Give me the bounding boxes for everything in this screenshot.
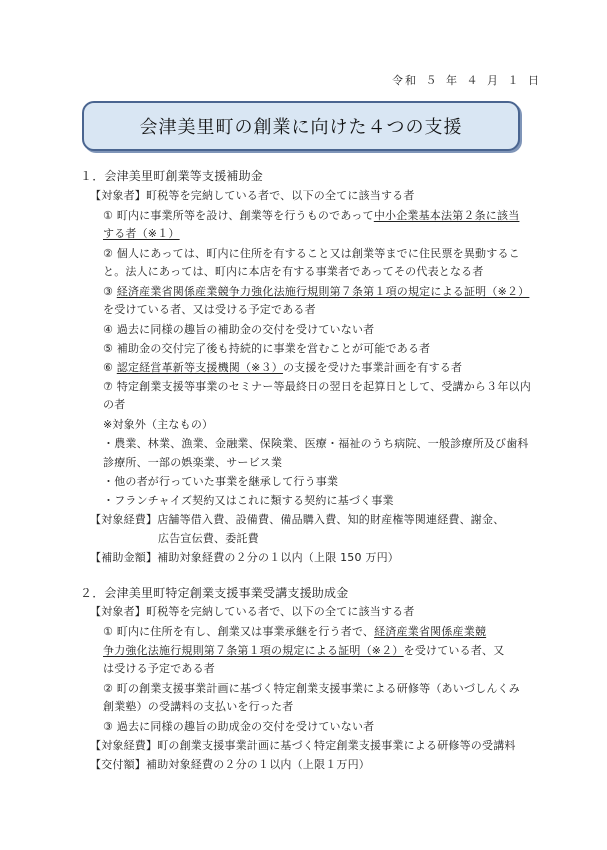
section2-item2-a: ② 町の創業支援事業計画に基づく特定創業支援事業による研修等（あいづしんくみ xyxy=(103,682,520,695)
section1-amount-label: 【補助金額】 xyxy=(90,551,158,564)
section2-target-text: 町税等を完納している者で、以下の全てに該当する者 xyxy=(146,605,415,618)
section2-item1-text-b: を受けている者、又 xyxy=(403,644,505,657)
document-date: 令和 ５ 年 ４ 月 １ 日 xyxy=(392,74,541,87)
section1-item7-a: ⑦ 特定創業支援等事業のセミナー等最終日の翌日を起算日として、受講から３年以内 xyxy=(103,380,531,393)
section2-target xyxy=(90,605,415,619)
section1-item4: ④ 過去に同様の趣旨の補助金の交付を受けていない者 xyxy=(103,323,375,336)
section1-item1-text: ① 町内に事業所等を設け、創業等を行うものであって xyxy=(103,209,374,222)
section2-amount xyxy=(90,758,370,772)
section1-target xyxy=(90,189,415,203)
section1-expenses-text: 店舗等借入費、設備費、備品購入費、知的財産権等関連経費、謝金、 xyxy=(157,513,505,526)
section2-item1-reference: 経済産業省関係産業競 xyxy=(374,625,487,638)
section2-heading: ２．会津美里町特定創業支援事業受講支援助成金 xyxy=(80,586,349,600)
section1-excluded1-a: ・農業、林業、漁業、金融業、保険業、医療・福祉のうち病院、一般診療所及び歯科 xyxy=(103,437,529,450)
section1-item6-reference: 認定経営革新等支援機関（※３） xyxy=(116,361,283,374)
section2-item3: ③ 過去に同様の趣旨の助成金の交付を受けていない者 xyxy=(103,720,375,733)
section1-target-label: 【対象者】 xyxy=(90,189,146,202)
section1-item6-number: ⑥ xyxy=(103,361,117,374)
section2-item1-reference-cont: 争力強化法施行規則第７条第１項の規定による証明（※２） xyxy=(103,644,404,657)
section2-item1-text: ① 町内に住所を有し、創業又は事業承継を行う者で、 xyxy=(103,625,375,638)
section1-item1-reference: 中小企業基本法第２条に該当 xyxy=(373,209,520,222)
section1-excluded3: ・フランチャイズ契約又はこれに類する契約に基づく事業 xyxy=(103,494,394,507)
section1-item5: ⑤ 補助金の交付完了後も持続的に事業を営むことが可能である者 xyxy=(103,342,431,355)
section1-amount xyxy=(90,551,399,565)
section1-expenses-label: 【対象経費】 xyxy=(90,513,158,526)
section1-item1 xyxy=(103,209,519,223)
section1-expenses xyxy=(90,513,504,527)
page-title: 会津美里町の創業に向けた４つの支援 xyxy=(139,117,463,138)
section1-item3-reference: 経済産業省関係産業競争力強化法施行規則第７条第１項の規定による証明（※２） xyxy=(116,285,530,298)
section2-expenses-text: 町の創業支援事業計画に基づく特定創業支援事業による研修等の受講料 xyxy=(157,739,516,752)
title-box xyxy=(82,101,520,151)
section2-item1-c: は受ける予定である者 xyxy=(103,662,215,675)
section2-amount-label: 【交付額】 xyxy=(90,758,146,771)
section2-item2-b: 創業塾）の受講料の支払いを行った者 xyxy=(103,700,294,713)
section1-item3-b: を受けている者、又は受ける予定である者 xyxy=(103,303,316,316)
section1-item3-number: ③ xyxy=(103,285,117,298)
section2-expenses-label: 【対象経費】 xyxy=(90,739,158,752)
section1-target-text: 町税等を完納している者で、以下の全てに該当する者 xyxy=(146,189,415,202)
section2-item1 xyxy=(103,625,486,639)
section1-item6 xyxy=(103,361,462,375)
section1-item7-b: の者 xyxy=(103,398,126,411)
section1-excluded1-b: 診療所、一部の娯楽業、サービス業 xyxy=(103,456,283,469)
section1-item1-reference-cont: する者（※１） xyxy=(103,227,180,240)
section2-expenses xyxy=(90,739,516,753)
section1-item2-b: と。法人にあっては、町内に本店を有する事業者であってその代表となる者 xyxy=(103,265,484,278)
section1-amount-text: 補助対象経費の２分の１以内（上限 150 万円） xyxy=(157,551,399,564)
section2-amount-text: 補助対象経費の２分の１以内（上限１万円） xyxy=(146,758,370,771)
section1-item2-a: ② 個人にあっては、町内に住所を有すること又は創業等までに住民票を異動するこ xyxy=(103,247,520,260)
section1-heading: １．会津美里町創業等支援補助金 xyxy=(80,169,264,183)
section1-expenses-b: 広告宣伝費、委託費 xyxy=(158,532,259,545)
section1-item3 xyxy=(103,285,529,299)
section1-item6-text: の支援を受けた事業計画を有する者 xyxy=(282,361,463,374)
section1-excluded2: ・他の者が行っていた事業を継承して行う事業 xyxy=(103,475,339,488)
section2-target-label: 【対象者】 xyxy=(90,605,146,618)
section2-item1-line2 xyxy=(103,644,504,658)
section1-excluded-heading: ※対象外（主なもの） xyxy=(103,418,214,431)
